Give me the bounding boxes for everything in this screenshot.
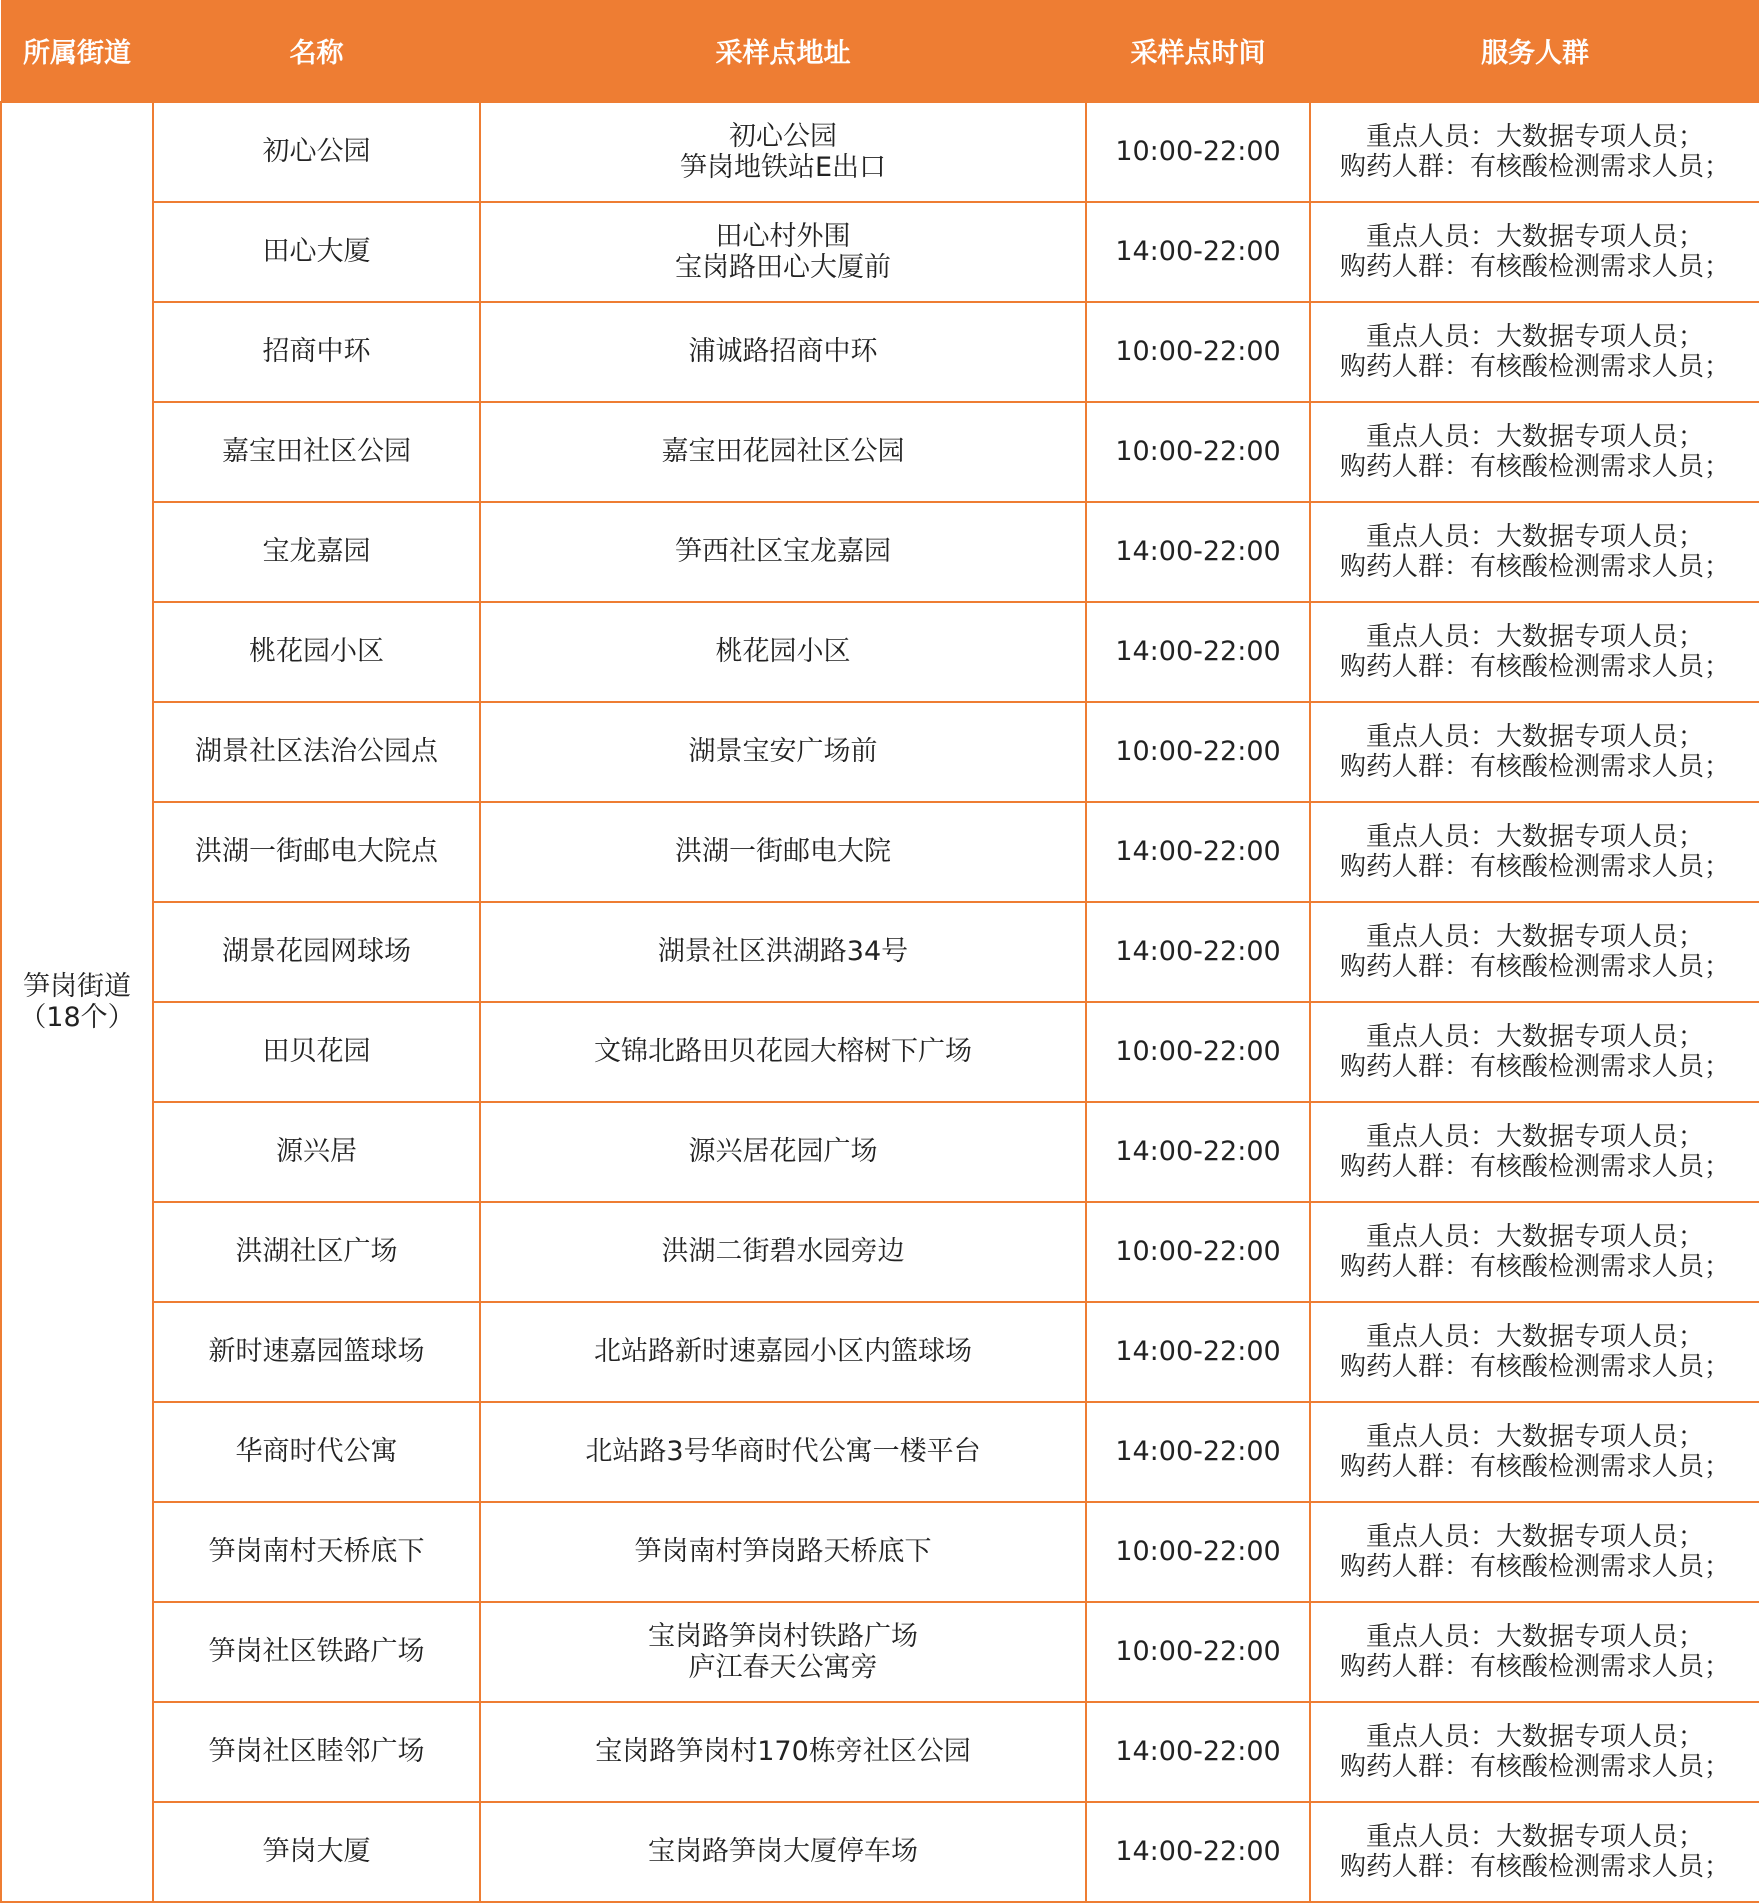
street-count: （18个） [19,1001,135,1033]
table-row [1,1702,1759,1802]
site-address-line1: 田心村外围 [715,220,851,252]
sampling-time-cell: 14:00-22:00 [1086,1802,1310,1902]
sampling-time-cell: 14:00-22:00 [1086,202,1310,302]
table-row [1,1202,1759,1302]
header-street: 所属街道 [1,1,153,102]
service-crowd-cell [1310,302,1759,402]
service-crowd-line1: 重点人员：大数据专项人员； [1365,1221,1704,1252]
table-row [1,1602,1759,1702]
header-crowd: 服务人群 [1310,1,1759,102]
service-crowd-cell [1310,702,1759,802]
service-crowd-cell [1310,1302,1759,1402]
service-crowd-line2: 购药人群：有核酸检测需求人员； [1339,1151,1730,1182]
service-crowd-line2: 购药人群：有核酸检测需求人员； [1339,951,1730,982]
site-address-cell [480,1002,1086,1102]
site-address-cell [480,1102,1086,1202]
service-crowd-line2: 购药人群：有核酸检测需求人员； [1339,1651,1730,1682]
site-address-line2: 笋岗地铁站E出口 [679,151,887,183]
street-cell [1,102,153,1902]
sampling-time-cell: 14:00-22:00 [1086,502,1310,602]
service-crowd-line1: 重点人员：大数据专项人员； [1365,121,1704,152]
header-address: 采样点地址 [480,1,1086,102]
sampling-time-cell: 14:00-22:00 [1086,1102,1310,1202]
site-address-cell [480,602,1086,702]
site-address-line1: 初心公园 [729,120,837,152]
service-crowd-line2: 购药人群：有核酸检测需求人员； [1339,651,1730,682]
site-address-line1: 桃花园小区 [715,636,851,667]
service-crowd-cell [1310,402,1759,502]
site-address-line1: 宝岗路笋岗村170栋旁社区公园 [595,1736,971,1767]
site-name-cell: 湖景花园网球场 [153,902,480,1002]
table-row [1,102,1759,202]
service-crowd-line1: 重点人员：大数据专项人员； [1365,1521,1704,1552]
site-address-cell [480,302,1086,402]
service-crowd-cell [1310,1602,1759,1702]
service-crowd-line2: 购药人群：有核酸检测需求人员； [1339,1851,1730,1882]
service-crowd-cell [1310,202,1759,302]
service-crowd-line2: 购药人群：有核酸检测需求人员； [1339,1751,1730,1782]
site-address-cell [480,1602,1086,1702]
site-address-cell [480,702,1086,802]
service-crowd-line1: 重点人员：大数据专项人员； [1365,721,1704,752]
service-crowd-line1: 重点人员：大数据专项人员； [1365,1121,1704,1152]
sampling-time-cell: 14:00-22:00 [1086,1402,1310,1502]
site-address-cell [480,402,1086,502]
table-row [1,202,1759,302]
table-row [1,402,1759,502]
service-crowd-line1: 重点人员：大数据专项人员； [1365,921,1704,952]
service-crowd-line1: 重点人员：大数据专项人员； [1365,821,1704,852]
service-crowd-cell [1310,102,1759,202]
site-address-cell [480,802,1086,902]
site-name-cell: 初心公园 [153,102,480,202]
site-address-line1: 嘉宝田花园社区公园 [661,436,905,467]
table-row [1,902,1759,1002]
table-row [1,502,1759,602]
site-name-cell: 笋岗大厦 [153,1802,480,1902]
site-name-cell: 华商时代公寓 [153,1402,480,1502]
sampling-time-cell: 14:00-22:00 [1086,1702,1310,1802]
site-address-cell [480,1302,1086,1402]
site-address-line1: 文锦北路田贝花园大榕树下广场 [594,1036,972,1067]
table-row [1,1402,1759,1502]
site-address-cell [480,902,1086,1002]
site-name-cell: 嘉宝田社区公园 [153,402,480,502]
service-crowd-cell [1310,1402,1759,1502]
site-address-line2: 庐江春天公寓旁 [688,1651,878,1683]
site-name-cell: 宝龙嘉园 [153,502,480,602]
site-address-cell [480,1502,1086,1602]
service-crowd-cell [1310,1502,1759,1602]
site-address-line1: 宝岗路笋岗大厦停车场 [648,1836,918,1867]
service-crowd-line1: 重点人员：大数据专项人员； [1365,1321,1704,1352]
site-address-line1: 笋西社区宝龙嘉园 [675,536,891,567]
service-crowd-cell [1310,902,1759,1002]
site-address-line1: 洪湖二街碧水园旁边 [661,1236,905,1267]
table-row [1,802,1759,902]
site-name-cell: 洪湖一街邮电大院点 [153,802,480,902]
sampling-time-cell: 10:00-22:00 [1086,1602,1310,1702]
sampling-time-cell: 10:00-22:00 [1086,1502,1310,1602]
service-crowd-line2: 购药人群：有核酸检测需求人员； [1339,1351,1730,1382]
service-crowd-cell [1310,802,1759,902]
site-name-cell: 招商中环 [153,302,480,402]
site-name-cell: 新时速嘉园篮球场 [153,1302,480,1402]
service-crowd-cell [1310,502,1759,602]
sampling-time-cell: 14:00-22:00 [1086,802,1310,902]
table-row [1,602,1759,702]
service-crowd-cell [1310,1002,1759,1102]
service-crowd-cell [1310,1802,1759,1902]
service-crowd-line1: 重点人员：大数据专项人员； [1365,1421,1704,1452]
sampling-time-cell: 10:00-22:00 [1086,1202,1310,1302]
table-body [1,102,1759,1902]
table-row [1,1502,1759,1602]
service-crowd-line2: 购药人群：有核酸检测需求人员； [1339,851,1730,882]
sampling-time-cell: 10:00-22:00 [1086,702,1310,802]
sampling-time-cell: 10:00-22:00 [1086,1002,1310,1102]
table-row [1,1802,1759,1902]
site-address-cell [480,202,1086,302]
service-crowd-cell [1310,1202,1759,1302]
site-address-cell [480,502,1086,602]
site-address-line1: 笋岗南村笋岗路天桥底下 [634,1536,932,1567]
service-crowd-line2: 购药人群：有核酸检测需求人员； [1339,751,1730,782]
site-name-cell: 笋岗南村天桥底下 [153,1502,480,1602]
header-name: 名称 [153,1,480,102]
service-crowd-line2: 购药人群：有核酸检测需求人员； [1339,351,1730,382]
service-crowd-cell [1310,1102,1759,1202]
service-crowd-line1: 重点人员：大数据专项人员； [1365,421,1704,452]
service-crowd-line1: 重点人员：大数据专项人员； [1365,1821,1704,1852]
table-row [1,302,1759,402]
site-name-cell: 田心大厦 [153,202,480,302]
sampling-time-cell: 14:00-22:00 [1086,602,1310,702]
site-address-line1: 湖景宝安广场前 [688,736,878,767]
service-crowd-line1: 重点人员：大数据专项人员； [1365,521,1704,552]
service-crowd-line1: 重点人员：大数据专项人员； [1365,621,1704,652]
service-crowd-line1: 重点人员：大数据专项人员； [1365,1021,1704,1052]
sampling-time-cell: 10:00-22:00 [1086,402,1310,502]
sampling-time-cell: 10:00-22:00 [1086,102,1310,202]
table-header [1,1,1759,102]
site-address-cell [480,102,1086,202]
service-crowd-cell [1310,1702,1759,1802]
table-row [1,702,1759,802]
service-crowd-line2: 购药人群：有核酸检测需求人员； [1339,151,1730,182]
site-address-cell [480,1702,1086,1802]
service-crowd-line1: 重点人员：大数据专项人员； [1365,1621,1704,1652]
site-address-line1: 北站路3号华商时代公寓一楼平台 [585,1436,981,1467]
site-address-line1: 湖景社区洪湖路34号 [657,936,909,967]
service-crowd-line2: 购药人群：有核酸检测需求人员； [1339,1051,1730,1082]
site-name-cell: 田贝花园 [153,1002,480,1102]
site-name-cell: 源兴居 [153,1102,480,1202]
service-crowd-line1: 重点人员：大数据专项人员； [1365,221,1704,252]
service-crowd-line1: 重点人员：大数据专项人员； [1365,321,1704,352]
table-row [1,1302,1759,1402]
service-crowd-cell [1310,602,1759,702]
site-address-line1: 浦诚路招商中环 [688,336,878,367]
sampling-time-cell: 14:00-22:00 [1086,902,1310,1002]
service-crowd-line2: 购药人群：有核酸检测需求人员； [1339,1251,1730,1282]
table-row [1,1102,1759,1202]
site-name-cell: 洪湖社区广场 [153,1202,480,1302]
service-crowd-line2: 购药人群：有核酸检测需求人员； [1339,1451,1730,1482]
site-name-cell: 笋岗社区睦邻广场 [153,1702,480,1802]
service-crowd-line2: 购药人群：有核酸检测需求人员； [1339,1551,1730,1582]
site-address-line1: 宝岗路笋岗村铁路广场 [648,1620,918,1652]
site-address-line1: 北站路新时速嘉园小区内篮球场 [594,1336,972,1367]
service-crowd-line2: 购药人群：有核酸检测需求人员； [1339,251,1730,282]
table-row [1,1002,1759,1102]
sampling-time-cell: 10:00-22:00 [1086,302,1310,402]
site-address-line1: 洪湖一街邮电大院 [675,836,891,867]
service-crowd-line2: 购药人群：有核酸检测需求人员； [1339,451,1730,482]
site-address-cell [480,1402,1086,1502]
service-crowd-line1: 重点人员：大数据专项人员； [1365,1721,1704,1752]
site-address-cell [480,1202,1086,1302]
site-address-line1: 源兴居花园广场 [688,1136,878,1167]
service-crowd-line2: 购药人群：有核酸检测需求人员； [1339,551,1730,582]
street-name: 笋岗街道 [23,970,131,1002]
sampling-time-cell: 14:00-22:00 [1086,1302,1310,1402]
site-address-cell [480,1802,1086,1902]
header-row [1,1,1759,102]
header-time: 采样点时间 [1086,1,1310,102]
site-name-cell: 湖景社区法治公园点 [153,702,480,802]
site-name-cell: 桃花园小区 [153,602,480,702]
site-name-cell: 笋岗社区铁路广场 [153,1602,480,1702]
site-address-line2: 宝岗路田心大厦前 [675,251,891,283]
